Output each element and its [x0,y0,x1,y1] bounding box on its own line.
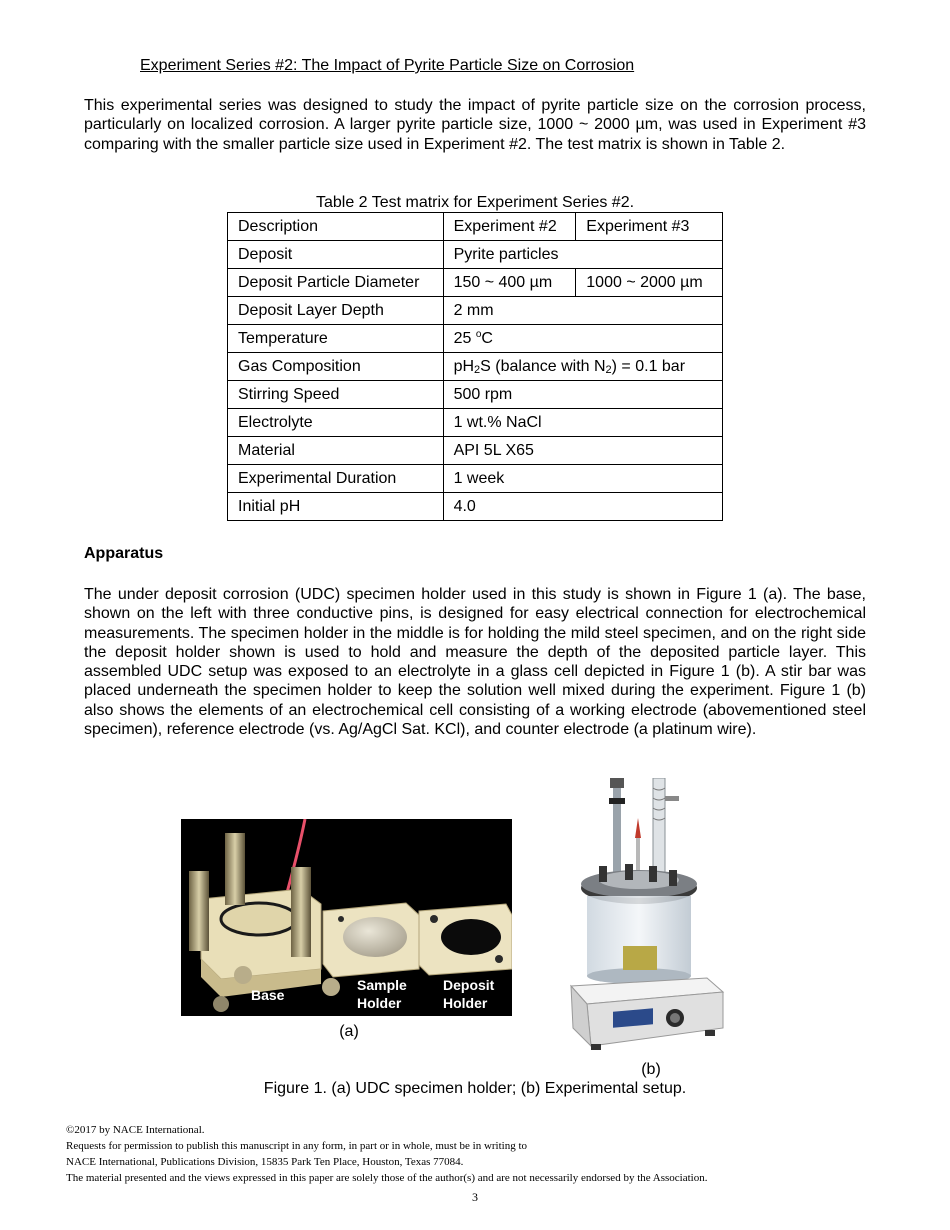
temp-number: 25 [453,329,476,347]
table-row [228,353,723,381]
row-label: Deposit Layer Depth [228,297,444,325]
table-row [228,241,723,269]
row-label: Gas Composition [228,353,444,381]
footer-line-1: Requests for permission to publish this manuscript in any form, in part or in whole, must be in writing to [66,1140,528,1152]
udc-specimen-holder-photo [181,819,512,1016]
deposit-cavity-icon [441,919,501,955]
platinum-wire-icon [635,818,641,838]
row-label: Stirring Speed [228,381,444,409]
header-description: Description [228,213,444,241]
apparatus-heading: Apparatus [84,545,164,562]
screw-icon [225,833,245,905]
degree-sup: o [475,328,482,340]
table-row [228,437,723,465]
table-row [228,493,723,521]
row-label: Initial pH [228,493,444,521]
row-label: Experimental Duration [228,465,444,493]
nut-icon [213,996,229,1012]
row-value: Pyrite particles [443,241,722,269]
gas-part-1: pH [453,357,475,375]
footer-line-2: NACE International, Publications Division, 15835 Park Ten Place, Houston, Texas 77084. [66,1156,464,1168]
gas-sub-1: 2 [474,363,481,376]
nut-icon [234,966,252,984]
table-row [228,297,723,325]
figure-label-b: (b) [641,1061,661,1078]
table-header-row [228,213,723,241]
row-value: 2 mm [443,297,722,325]
header-experiment-2: Experiment #2 [443,213,576,241]
table-row [228,381,723,409]
apparatus-paragraph: The under deposit corrosion (UDC) specimen holder used in this study is shown in Figure 1 (a). The base, shown on the left with three conductive pins, is designed for easy electrical connection for electrochemical measurements. The specimen holder in the middle is for holding the mild steel specimen, and on the right side the deposit holder shown is used to hold and measure the depth of the deposited particle layer. This assembled UDC setup was exposed to an electrolyte in a glass cell depicted in Figure 1 (b). A stir bar was placed underneath the specimen holder to keep the solution well mixed during the experiment. Figure 1 (b) also shows the elements of an electrochemical cell consisting of a working electrode (abovementioned steel specimen), reference electrode (vs. Ag/AgCl Sat. KCl), and counter electrode (a platinum wire). [84,586,866,739]
intro-paragraph: This experimental series was designed to study the impact of pyrite particle size on the corrosion process, particularly on localized corrosion. A larger pyrite particle size, 1000 ~ 2000 µm, was used in Experiment #3 comparing with the smaller particle size used in Experiment #2. The test matrix is shown in Table 2. [84,97,866,153]
row-label: Material [228,437,444,465]
label-base: Base [251,987,285,1003]
row-value-exp3: 1000 ~ 2000 µm [576,269,723,297]
label-sample-1: Sample [357,977,407,993]
row-value [443,353,722,381]
footer-line-3: The material presented and the views expressed in this paper are solely those of the author(s) and are not necessarily endorsed by the Association. [66,1172,708,1184]
table-row [228,465,723,493]
experimental-setup-illustration [565,778,730,1060]
section-title: Experiment Series #2: The Impact of Pyrite Particle Size on Corrosion [140,57,635,74]
figure-caption: Figure 1. (a) UDC specimen holder; (b) Experimental setup. [263,1080,687,1097]
gas-part-2: S (balance with N [480,357,606,375]
table-caption: Table 2 Test matrix for Experiment Series #2. [315,194,635,211]
steel-specimen-icon [343,917,407,957]
table-row [228,325,723,353]
row-value: API 5L X65 [443,437,722,465]
label-deposit-2: Holder [443,995,488,1011]
row-label: Deposit Particle Diameter [228,269,444,297]
label-deposit-1: Deposit [443,977,495,993]
counter-electrode-icon [653,778,665,878]
table-row [228,409,723,437]
table-row [228,269,723,297]
figure-label-a: (a) [339,1023,359,1040]
row-label: Electrolyte [228,409,444,437]
screw-icon [291,867,311,957]
row-value: 1 wt.% NaCl [443,409,722,437]
udc-holder-icon [623,946,657,970]
page-number: 3 [472,1190,478,1204]
footer-copyright: ©2017 by NACE International. [66,1124,205,1136]
row-value: 1 week [443,465,722,493]
row-value: 4.0 [443,493,722,521]
row-label: Deposit [228,241,444,269]
test-matrix-table [227,212,723,521]
label-sample-2: Holder [357,995,402,1011]
header-experiment-3: Experiment #3 [576,213,723,241]
row-label: Temperature [228,325,444,353]
row-value-exp2: 150 ~ 400 µm [443,269,576,297]
gas-part-3: ) = 0.1 bar [611,357,686,375]
nut-icon [322,978,340,996]
gas-sub-2: 2 [605,363,612,376]
temp-unit: C [481,329,493,347]
row-value [443,325,722,353]
row-value: 500 rpm [443,381,722,409]
screw-icon [189,871,209,951]
